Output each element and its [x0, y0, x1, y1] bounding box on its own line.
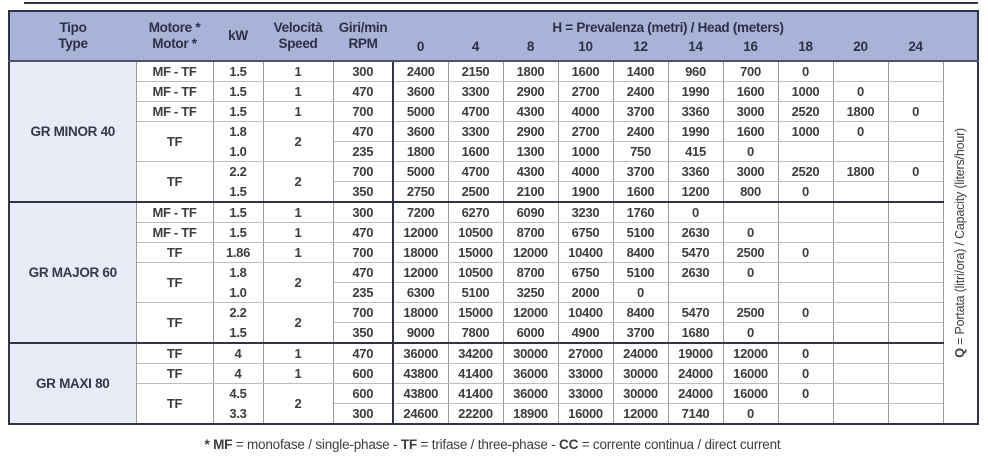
capacity-value: 12000	[393, 223, 448, 243]
capacity-value: 1800	[833, 102, 888, 122]
motor-type-cell: MF - TF	[136, 202, 213, 223]
capacity-value: 2100	[503, 182, 558, 203]
capacity-value: 24000	[668, 364, 723, 384]
capacity-value: 1800	[393, 142, 448, 162]
capacity-value: 6300	[393, 283, 448, 303]
capacity-value: 3360	[668, 102, 723, 122]
speed-cell: 2	[263, 122, 333, 162]
col-header-speed-line1: Velocità	[273, 20, 323, 36]
table-wrap	[8, 10, 979, 452]
rpm-cell: 600	[333, 364, 393, 384]
capacity-value: 10500	[448, 223, 503, 243]
motor-type-cell: TF	[136, 303, 213, 344]
capacity-value: 3300	[448, 122, 503, 142]
capacity-value: 2900	[503, 82, 558, 102]
capacity-value: 34200	[448, 343, 503, 364]
capacity-value: 10400	[558, 303, 613, 323]
capacity-value: 0	[778, 182, 833, 203]
capacity-value: 5000	[393, 102, 448, 122]
capacity-value: 12000	[503, 243, 558, 263]
col-header-speed	[263, 11, 333, 61]
capacity-value	[833, 404, 888, 425]
capacity-value: 3250	[503, 283, 558, 303]
capacity-value: 1600	[723, 82, 778, 102]
capacity-value: 800	[723, 182, 778, 203]
capacity-value: 1000	[778, 82, 833, 102]
speed-cell: 1	[263, 202, 333, 223]
capacity-value: 1200	[668, 182, 723, 203]
col-header-tipo-line2: Type	[58, 36, 88, 51]
head-value: 0	[393, 37, 448, 61]
kw-cell: 1.0	[213, 142, 263, 162]
kw-cell: 4.5	[213, 384, 263, 404]
capacity-value: 0	[888, 162, 943, 182]
capacity-value	[833, 303, 888, 323]
kw-cell: 1.5	[213, 223, 263, 243]
capacity-value	[833, 283, 888, 303]
speed-cell: 1	[263, 102, 333, 122]
capacity-value	[833, 263, 888, 283]
capacity-value: 7140	[668, 404, 723, 425]
capacity-value: 24000	[668, 384, 723, 404]
rpm-cell: 600	[333, 384, 393, 404]
capacity-value	[723, 283, 778, 303]
head-value: 20	[833, 37, 888, 61]
kw-cell: 4	[213, 364, 263, 384]
table-row	[9, 343, 978, 364]
col-header-rpm-line2: RPM	[348, 36, 378, 51]
kw-cell: 1.8	[213, 263, 263, 283]
col-header-motor-line1: Motore *	[148, 20, 201, 36]
capacity-value: 6000	[503, 323, 558, 344]
capacity-value: 2400	[613, 122, 668, 142]
capacity-value: 0	[723, 263, 778, 283]
motor-type-cell: MF - TF	[136, 102, 213, 122]
capacity-value: 5100	[613, 263, 668, 283]
col-header-tipo	[9, 11, 136, 61]
capacity-value: 0	[778, 303, 833, 323]
capacity-value	[833, 223, 888, 243]
motor-type-cell: TF	[136, 122, 213, 162]
capacity-value: 30000	[613, 364, 668, 384]
rpm-cell: 470	[333, 223, 393, 243]
capacity-value: 6090	[503, 202, 558, 223]
table-row	[9, 384, 978, 404]
capacity-value: 2500	[723, 243, 778, 263]
capacity-value: 1990	[668, 122, 723, 142]
table-row	[9, 364, 978, 384]
capacity-value	[888, 142, 943, 162]
capacity-value: 8400	[613, 243, 668, 263]
capacity-value: 2630	[668, 263, 723, 283]
capacity-value: 12000	[723, 343, 778, 364]
capacity-value	[888, 223, 943, 243]
capacity-value	[833, 61, 888, 82]
capacity-value: 8400	[613, 303, 668, 323]
capacity-value: 15000	[448, 243, 503, 263]
capacity-value	[888, 404, 943, 425]
head-value: 24	[888, 37, 943, 61]
section-name: GR MAXI 80	[9, 343, 136, 424]
capacity-value	[888, 323, 943, 344]
capacity-value: 2500	[448, 182, 503, 203]
capacity-value: 0	[778, 384, 833, 404]
capacity-value: 6270	[448, 202, 503, 223]
capacity-value: 3360	[668, 162, 723, 182]
capacity-value: 2520	[778, 162, 833, 182]
capacity-value: 0	[613, 283, 668, 303]
capacity-value: 4300	[503, 162, 558, 182]
capacity-value: 1400	[613, 61, 668, 82]
rpm-cell: 470	[333, 263, 393, 283]
table-row	[9, 162, 978, 182]
capacity-value: 22200	[448, 404, 503, 425]
capacity-value: 16000	[723, 364, 778, 384]
capacity-value: 33000	[558, 364, 613, 384]
capacity-value: 3600	[393, 122, 448, 142]
capacity-value: 0	[723, 323, 778, 344]
motor-type-cell: MF - TF	[136, 82, 213, 102]
capacity-value: 3300	[448, 82, 503, 102]
rpm-cell: 300	[333, 202, 393, 223]
capacity-value: 0	[723, 404, 778, 425]
capacity-value: 7200	[393, 202, 448, 223]
capacity-value: 2900	[503, 122, 558, 142]
capacity-value: 6750	[558, 223, 613, 243]
capacity-value: 3600	[393, 82, 448, 102]
capacity-value: 700	[723, 61, 778, 82]
capacity-value: 3700	[613, 323, 668, 344]
col-header-speed-line2: Speed	[278, 36, 318, 51]
capacity-value: 12000	[613, 404, 668, 425]
capacity-value: 3700	[613, 102, 668, 122]
q-axis-cell	[943, 61, 978, 424]
col-header-rpm-line1: Giri/min	[338, 20, 388, 36]
capacity-value: 5100	[448, 283, 503, 303]
capacity-value: 10400	[558, 243, 613, 263]
speed-cell: 2	[263, 384, 333, 425]
footnote: * MF = monofase / single-phase - TF = trifase / three-phase - CC = corrente continua / direct current	[204, 437, 781, 452]
kw-cell: 1.5	[213, 82, 263, 102]
speed-cell: 1	[263, 243, 333, 263]
rpm-cell: 700	[333, 243, 393, 263]
capacity-value: 415	[668, 142, 723, 162]
capacity-value: 1680	[668, 323, 723, 344]
rpm-cell: 700	[333, 162, 393, 182]
motor-type-cell: MF - TF	[136, 61, 213, 82]
capacity-value: 4700	[448, 102, 503, 122]
capacity-value: 7800	[448, 323, 503, 344]
capacity-value: 1990	[668, 82, 723, 102]
capacity-value: 0	[833, 122, 888, 142]
motor-type-cell: TF	[136, 243, 213, 263]
capacity-value	[833, 343, 888, 364]
capacity-value	[888, 82, 943, 102]
capacity-value	[778, 404, 833, 425]
head-meters-header: H = Prevalenza (metri) / Head (meters)	[393, 11, 943, 37]
col-header-rpm	[333, 11, 393, 61]
motor-type-cell: TF	[136, 343, 213, 364]
speed-cell: 1	[263, 61, 333, 82]
motor-type-cell: TF	[136, 384, 213, 425]
capacity-value	[888, 243, 943, 263]
capacity-value: 4300	[503, 102, 558, 122]
rpm-cell: 300	[333, 404, 393, 425]
capacity-value: 1800	[833, 162, 888, 182]
capacity-value: 2400	[613, 82, 668, 102]
capacity-value: 8700	[503, 263, 558, 283]
capacity-value	[833, 243, 888, 263]
capacity-value: 0	[833, 82, 888, 102]
capacity-value	[888, 303, 943, 323]
table-row	[9, 303, 978, 323]
capacity-value: 12000	[393, 263, 448, 283]
capacity-value: 2750	[393, 182, 448, 203]
table-row	[9, 82, 978, 102]
head-value: 10	[558, 37, 613, 61]
capacity-value: 24600	[393, 404, 448, 425]
head-value: 12	[613, 37, 668, 61]
capacity-value: 12000	[503, 303, 558, 323]
head-value: 14	[668, 37, 723, 61]
capacity-value: 5470	[668, 243, 723, 263]
speed-cell: 2	[263, 263, 333, 303]
speed-cell: 1	[263, 364, 333, 384]
kw-cell: 1.86	[213, 243, 263, 263]
capacity-value: 1600	[723, 122, 778, 142]
rpm-cell: 350	[333, 182, 393, 203]
motor-type-cell: TF	[136, 263, 213, 303]
capacity-value: 2700	[558, 122, 613, 142]
section-name: GR MINOR 40	[9, 61, 136, 202]
capacity-value: 0	[723, 223, 778, 243]
capacity-value: 1000	[558, 142, 613, 162]
capacity-value: 1800	[503, 61, 558, 82]
kw-cell: 1.0	[213, 283, 263, 303]
table-row	[9, 122, 978, 142]
capacity-value: 15000	[448, 303, 503, 323]
capacity-value: 18000	[393, 243, 448, 263]
col-header-motor-line2: Motor *	[152, 36, 197, 51]
kw-cell: 1.8	[213, 122, 263, 142]
capacity-value: 16000	[558, 404, 613, 425]
capacity-value	[888, 364, 943, 384]
capacity-value: 2400	[393, 61, 448, 82]
col-header-kw-line1: kW	[228, 28, 248, 44]
capacity-value: 1600	[613, 182, 668, 203]
capacity-value: 1600	[448, 142, 503, 162]
table-row	[9, 61, 978, 82]
motor-type-cell: TF	[136, 364, 213, 384]
capacity-value: 5000	[393, 162, 448, 182]
kw-cell: 1.5	[213, 323, 263, 344]
capacity-value: 2630	[668, 223, 723, 243]
col-header-tipo-line1: Tipo	[59, 20, 87, 36]
speed-cell: 1	[263, 82, 333, 102]
capacity-value: 43800	[393, 364, 448, 384]
capacity-value: 24000	[613, 343, 668, 364]
rpm-cell: 470	[333, 343, 393, 364]
motor-type-cell: TF	[136, 162, 213, 203]
capacity-value: 0	[778, 61, 833, 82]
head-value: 8	[503, 37, 558, 61]
speed-cell: 2	[263, 303, 333, 344]
capacity-value	[778, 323, 833, 344]
capacity-value	[833, 142, 888, 162]
q-axis-label: Q = Portata (litri/ora) / Capacity (liters/hour)	[953, 127, 968, 358]
capacity-value: 3700	[613, 162, 668, 182]
capacity-value	[723, 202, 778, 223]
kw-cell: 1.5	[213, 61, 263, 82]
capacity-value	[668, 283, 723, 303]
rpm-cell: 700	[333, 303, 393, 323]
capacity-value: 1900	[558, 182, 613, 203]
capacity-value	[888, 182, 943, 203]
rpm-cell: 300	[333, 61, 393, 82]
capacity-value	[888, 283, 943, 303]
capacity-value: 0	[778, 364, 833, 384]
kw-cell: 2.2	[213, 162, 263, 182]
capacity-value: 2500	[723, 303, 778, 323]
capacity-value: 960	[668, 61, 723, 82]
capacity-value: 0	[668, 202, 723, 223]
capacity-value	[833, 364, 888, 384]
col-header-kw	[213, 11, 263, 61]
capacity-value: 4900	[558, 323, 613, 344]
capacity-value: 1300	[503, 142, 558, 162]
capacity-value: 10500	[448, 263, 503, 283]
capacity-value: 3230	[558, 202, 613, 223]
capacity-value: 19000	[668, 343, 723, 364]
table-body	[9, 61, 978, 424]
pump-performance-table	[8, 10, 979, 425]
capacity-value: 5100	[613, 223, 668, 243]
capacity-value: 30000	[613, 384, 668, 404]
rpm-cell: 470	[333, 122, 393, 142]
capacity-value: 8700	[503, 223, 558, 243]
head-value: 16	[723, 37, 778, 61]
capacity-value	[888, 61, 943, 82]
capacity-value: 4700	[448, 162, 503, 182]
capacity-value	[778, 202, 833, 223]
capacity-value: 9000	[393, 323, 448, 344]
capacity-value: 18000	[393, 303, 448, 323]
capacity-value	[833, 182, 888, 203]
rpm-cell: 700	[333, 102, 393, 122]
capacity-value: 2700	[558, 82, 613, 102]
capacity-value: 0	[778, 343, 833, 364]
capacity-value	[888, 343, 943, 364]
rpm-cell: 235	[333, 283, 393, 303]
kw-cell: 1.5	[213, 102, 263, 122]
capacity-value: 41400	[448, 364, 503, 384]
capacity-value	[778, 142, 833, 162]
capacity-value: 2150	[448, 61, 503, 82]
capacity-value: 2000	[558, 283, 613, 303]
head-value: 18	[778, 37, 833, 61]
table-row	[9, 223, 978, 243]
head-value: 4	[448, 37, 503, 61]
capacity-value: 4000	[558, 162, 613, 182]
capacity-value: 16000	[723, 384, 778, 404]
capacity-value	[888, 384, 943, 404]
capacity-value: 41400	[448, 384, 503, 404]
capacity-value: 4000	[558, 102, 613, 122]
capacity-value: 36000	[503, 364, 558, 384]
speed-cell: 1	[263, 343, 333, 364]
top-rule	[24, 2, 978, 4]
section-name: GR MAJOR 60	[9, 202, 136, 343]
capacity-value: 36000	[503, 384, 558, 404]
kw-cell: 2.2	[213, 303, 263, 323]
table-row	[9, 202, 978, 223]
capacity-value	[778, 283, 833, 303]
motor-type-cell: MF - TF	[136, 223, 213, 243]
capacity-value: 0	[888, 102, 943, 122]
capacity-value: 1760	[613, 202, 668, 223]
rpm-cell: 235	[333, 142, 393, 162]
capacity-value: 750	[613, 142, 668, 162]
capacity-value: 3000	[723, 102, 778, 122]
capacity-value	[888, 202, 943, 223]
capacity-value: 3000	[723, 162, 778, 182]
capacity-value: 36000	[393, 343, 448, 364]
kw-cell: 3.3	[213, 404, 263, 425]
table-row	[9, 243, 978, 263]
capacity-value: 18900	[503, 404, 558, 425]
capacity-value: 0	[778, 243, 833, 263]
capacity-value	[778, 223, 833, 243]
table-header	[9, 11, 978, 61]
capacity-value	[833, 202, 888, 223]
capacity-value: 30000	[503, 343, 558, 364]
rpm-cell: 470	[333, 82, 393, 102]
capacity-value	[888, 263, 943, 283]
table-row	[9, 102, 978, 122]
col-header-motor	[136, 11, 213, 61]
capacity-value	[778, 263, 833, 283]
capacity-value: 27000	[558, 343, 613, 364]
capacity-value: 43800	[393, 384, 448, 404]
kw-cell: 1.5	[213, 202, 263, 223]
capacity-value: 0	[723, 142, 778, 162]
capacity-value	[888, 122, 943, 142]
speed-cell: 1	[263, 223, 333, 243]
capacity-value	[833, 323, 888, 344]
capacity-value: 6750	[558, 263, 613, 283]
kw-cell: 4	[213, 343, 263, 364]
capacity-value: 1600	[558, 61, 613, 82]
table-row	[9, 263, 978, 283]
rpm-cell: 350	[333, 323, 393, 344]
capacity-value: 33000	[558, 384, 613, 404]
speed-cell: 2	[263, 162, 333, 203]
capacity-value: 2520	[778, 102, 833, 122]
capacity-value: 5470	[668, 303, 723, 323]
q-column-header	[943, 11, 978, 61]
capacity-value: 1000	[778, 122, 833, 142]
capacity-value	[833, 384, 888, 404]
kw-cell: 1.5	[213, 182, 263, 203]
